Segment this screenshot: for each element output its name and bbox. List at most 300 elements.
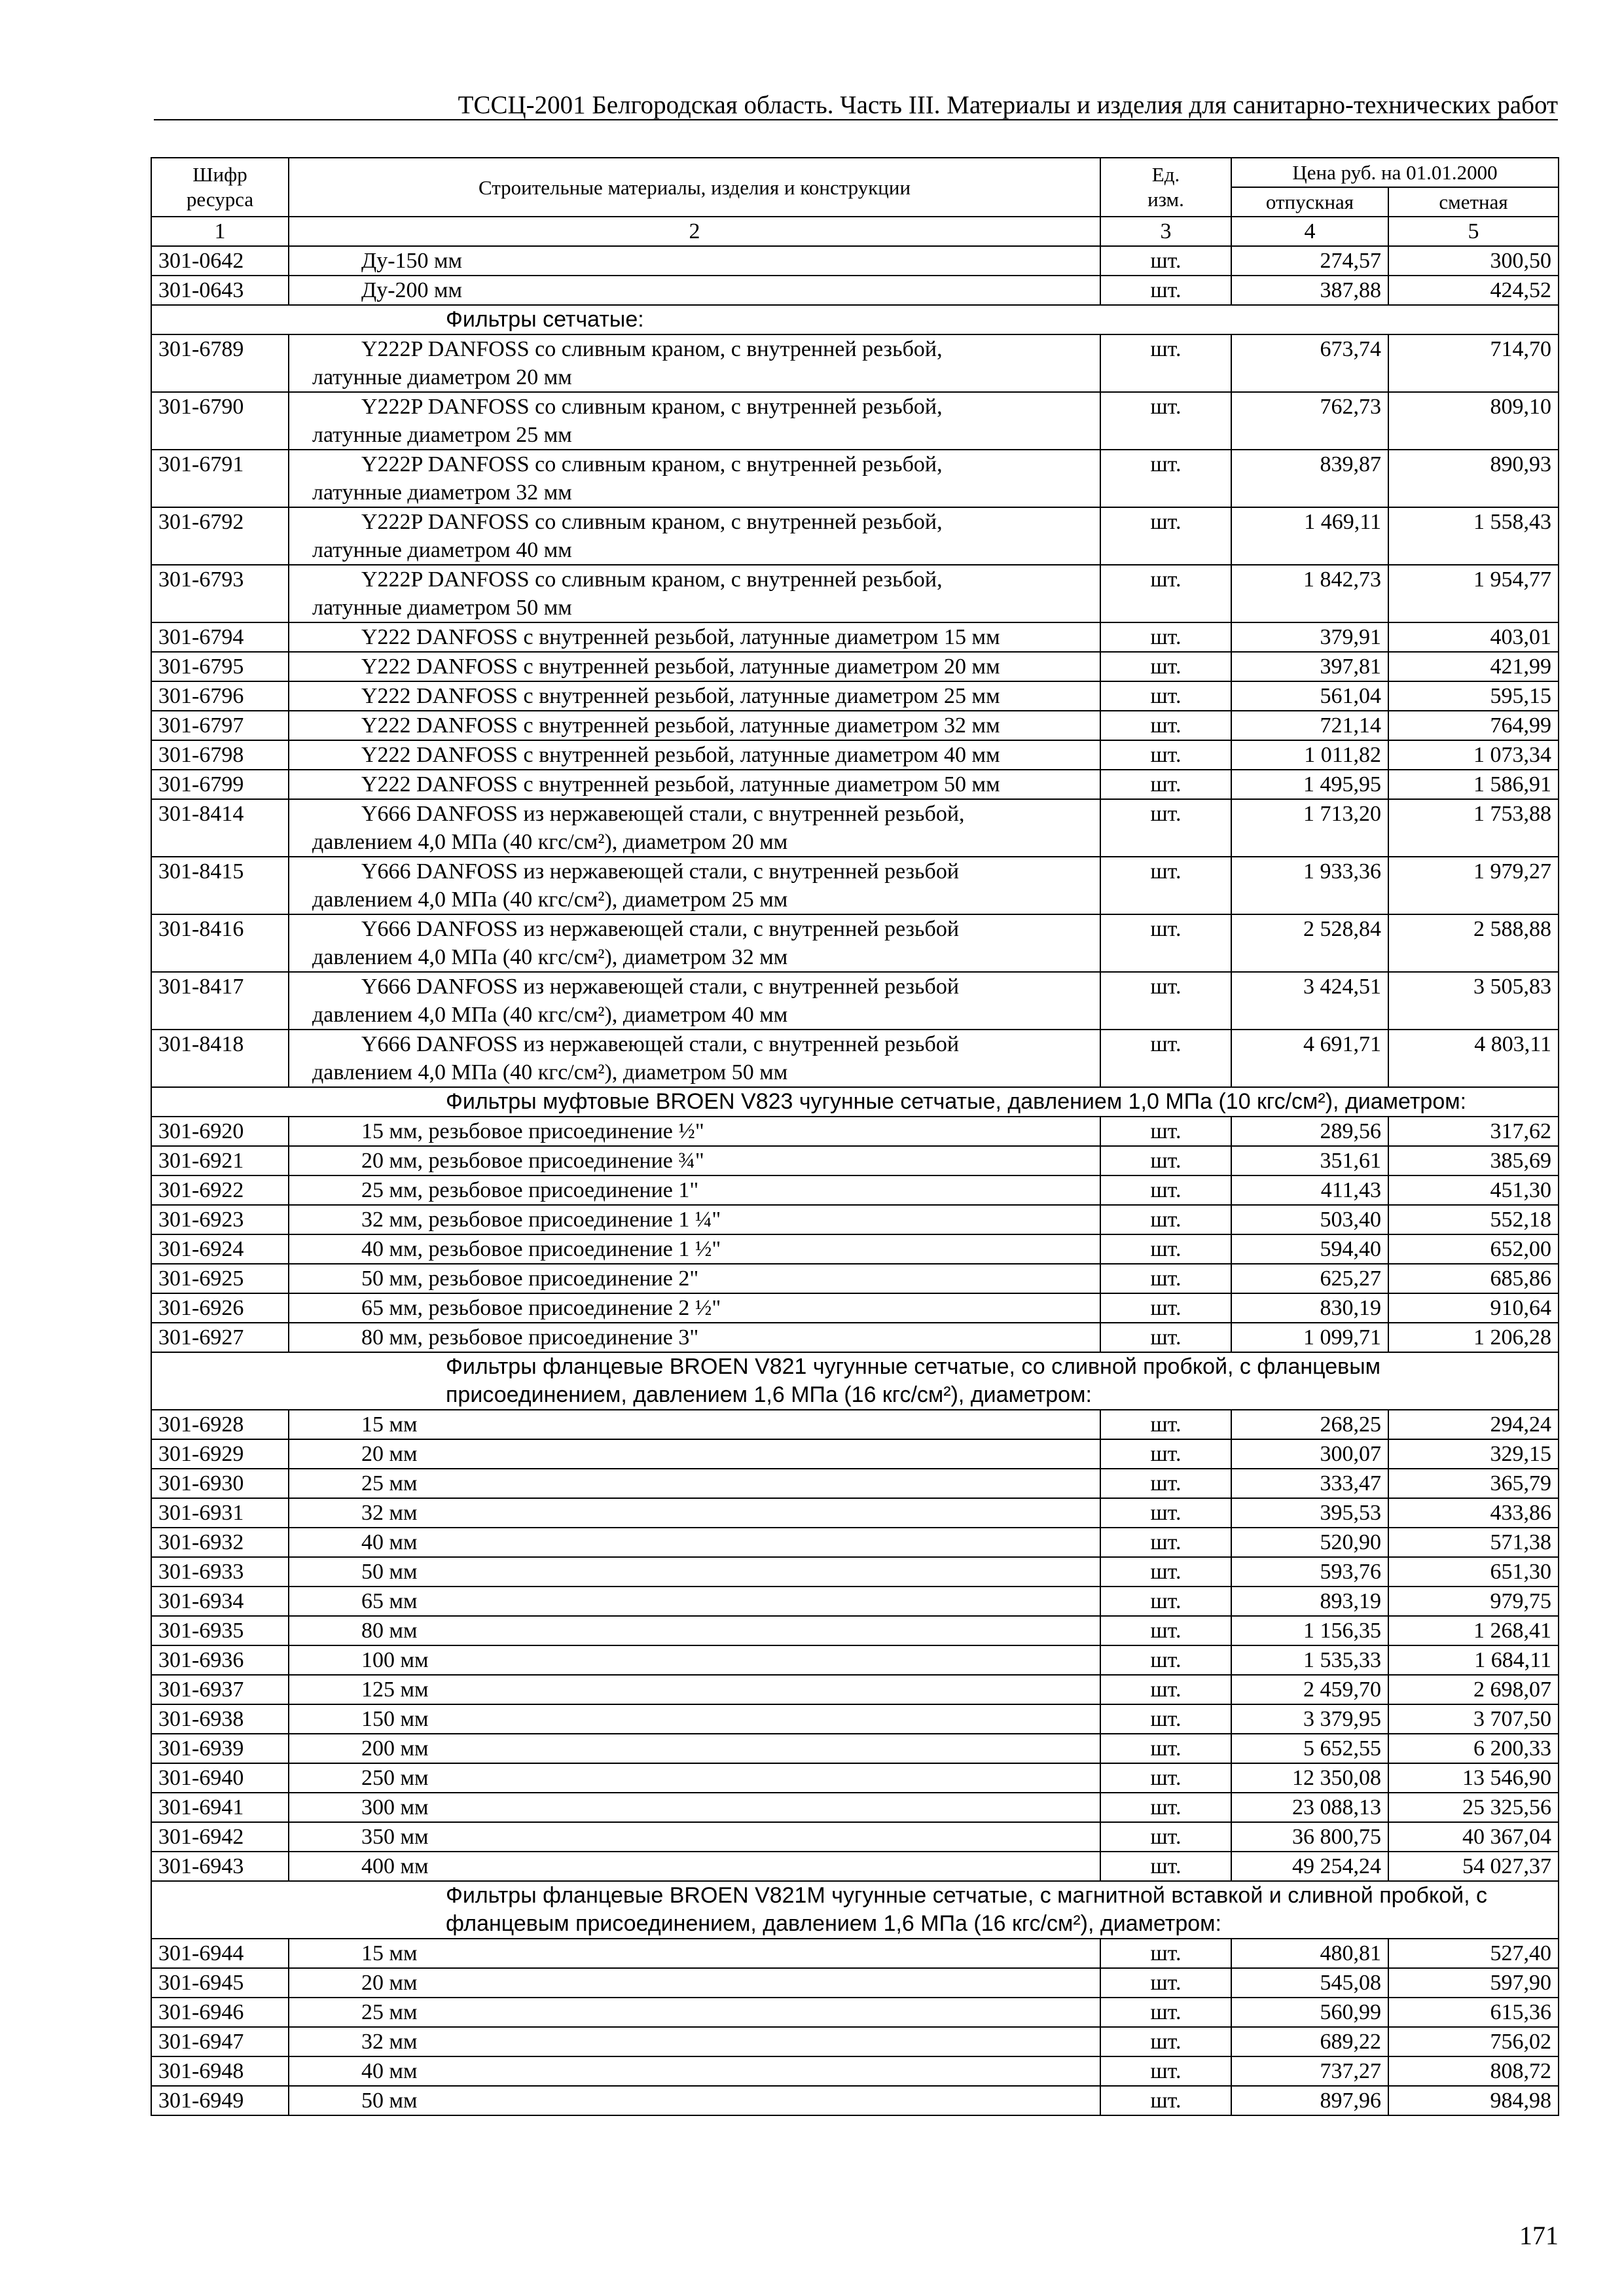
resource-code: 301-6939 [151, 1734, 289, 1763]
resource-code: 301-8416 [151, 914, 289, 972]
item-description-text: 250 мм [361, 1766, 429, 1790]
table-row [151, 1793, 1559, 1822]
estimate-price: 651,30 [1388, 1557, 1559, 1587]
release-price: 561,04 [1231, 681, 1388, 711]
unit-of-measure: шт. [1100, 1998, 1231, 2027]
unit-of-measure: шт. [1100, 1645, 1231, 1675]
section-title-line: фланцевым присоединением, давлением 1,6 МПа (16 кгс/см²), диаметром: [446, 1911, 1221, 1936]
item-description-text: 200 мм [361, 1736, 429, 1761]
item-description [289, 1587, 1100, 1616]
unit-of-measure: шт. [1100, 450, 1231, 507]
item-description [289, 1498, 1100, 1528]
release-price: 411,43 [1231, 1175, 1388, 1205]
item-description [289, 1030, 1100, 1087]
unit-of-measure: шт. [1100, 1675, 1231, 1704]
header-price: Цена руб. на 01.01.2000 [1231, 158, 1559, 187]
table-row [151, 1117, 1559, 1146]
resource-code: 301-6789 [151, 334, 289, 392]
unit-of-measure: шт. [1100, 799, 1231, 857]
price-table [151, 157, 1559, 2116]
colnum-5: 5 [1388, 217, 1559, 246]
header-unit-text: Ед. изм. [1147, 163, 1184, 211]
item-description [289, 1264, 1100, 1293]
release-price: 351,61 [1231, 1146, 1388, 1175]
item-description [289, 392, 1100, 450]
item-description-line: латунные диаметром 40 мм [312, 538, 572, 562]
table-row [151, 1234, 1559, 1264]
item-description-text: Y222 DANFOSS с внутренней резьбой, латунные диаметром 25 мм [361, 684, 1000, 708]
resource-code: 301-6948 [151, 2056, 289, 2086]
release-price: 1 156,35 [1231, 1616, 1388, 1645]
resource-code: 301-6932 [151, 1528, 289, 1557]
table-row [151, 1939, 1559, 1968]
unit-of-measure: шт. [1100, 914, 1231, 972]
item-description [289, 1557, 1100, 1587]
resource-code: 301-6931 [151, 1498, 289, 1528]
unit-of-measure: шт. [1100, 392, 1231, 450]
table-row [151, 711, 1559, 740]
unit-of-measure: шт. [1100, 1323, 1231, 1352]
table-row [151, 1264, 1559, 1293]
item-description-text: 15 мм [361, 1412, 418, 1437]
section-title-line: Фильтры фланцевые BROEN V821 чугунные сетчатые, со сливной пробкой, с фланцевым [446, 1354, 1380, 1379]
item-description [289, 246, 1100, 276]
estimate-price: 403,01 [1388, 622, 1559, 652]
release-price: 333,47 [1231, 1469, 1388, 1498]
table-row [151, 1968, 1559, 1998]
table-row [151, 1469, 1559, 1498]
resource-code: 301-6921 [151, 1146, 289, 1175]
estimate-price: 1 558,43 [1388, 507, 1559, 565]
resource-code: 301-6949 [151, 2086, 289, 2115]
estimate-price: 595,15 [1388, 681, 1559, 711]
header-unit [1100, 158, 1231, 217]
estimate-price: 329,15 [1388, 1439, 1559, 1469]
table-row [151, 622, 1559, 652]
item-description [289, 1793, 1100, 1822]
release-price: 1 011,82 [1231, 740, 1388, 770]
resource-code: 301-6947 [151, 2027, 289, 2056]
estimate-price: 615,36 [1388, 1998, 1559, 2027]
estimate-price: 1 979,27 [1388, 857, 1559, 914]
item-description-text: Y222 DANFOSS с внутренней резьбой, латунные диаметром 20 мм [361, 655, 1000, 679]
table-row [151, 1587, 1559, 1616]
item-description [289, 1939, 1100, 1968]
table-row [151, 1498, 1559, 1528]
table-row [151, 740, 1559, 770]
item-description-text: 25 мм [361, 1471, 418, 1496]
resource-code: 301-6924 [151, 1234, 289, 1264]
resource-code: 301-6922 [151, 1175, 289, 1205]
table-row [151, 2086, 1559, 2115]
release-price: 300,07 [1231, 1439, 1388, 1469]
item-description-line: Y222P DANFOSS со сливным краном, с внутренней резьбой, [361, 567, 943, 592]
table-row [151, 1616, 1559, 1645]
unit-of-measure: шт. [1100, 1704, 1231, 1734]
unit-of-measure: шт. [1100, 1175, 1231, 1205]
item-description-text: Y222 DANFOSS с внутренней резьбой, латунные диаметром 50 мм [361, 772, 1000, 797]
item-description [289, 1175, 1100, 1205]
resource-code: 301-6794 [151, 622, 289, 652]
resource-code: 301-6941 [151, 1793, 289, 1822]
release-price: 1 469,11 [1231, 507, 1388, 565]
resource-code: 301-6945 [151, 1968, 289, 1998]
table-row [151, 2056, 1559, 2086]
resource-code: 301-6929 [151, 1439, 289, 1469]
resource-code: 301-6795 [151, 652, 289, 681]
unit-of-measure: шт. [1100, 681, 1231, 711]
table-row [151, 1734, 1559, 1763]
page-number: 171 [1519, 2221, 1559, 2250]
estimate-price: 714,70 [1388, 334, 1559, 392]
resource-code: 301-6793 [151, 565, 289, 622]
item-description-line: Y666 DANFOSS из нержавеющей стали, с внутренней резьбой [361, 975, 960, 999]
unit-of-measure: шт. [1100, 1528, 1231, 1557]
table-row [151, 1293, 1559, 1323]
estimate-price: 2 588,88 [1388, 914, 1559, 972]
release-price: 387,88 [1231, 276, 1388, 305]
release-price: 689,22 [1231, 2027, 1388, 2056]
table-row [151, 770, 1559, 799]
item-description [289, 681, 1100, 711]
section-code-cell [151, 1087, 289, 1117]
resource-code: 301-6938 [151, 1704, 289, 1734]
release-price: 1 535,33 [1231, 1645, 1388, 1675]
unit-of-measure: шт. [1100, 1117, 1231, 1146]
release-price: 1 933,36 [1231, 857, 1388, 914]
resource-code: 301-6935 [151, 1616, 289, 1645]
item-description [289, 1146, 1100, 1175]
unit-of-measure: шт. [1100, 770, 1231, 799]
item-description [289, 1410, 1100, 1439]
table-row [151, 1175, 1559, 1205]
item-description [289, 1234, 1100, 1264]
section-heading-row [151, 1352, 1559, 1410]
item-description [289, 2056, 1100, 2086]
item-description-line: Y666 DANFOSS из нержавеющей стали, с внутренней резьбой, [361, 802, 965, 826]
unit-of-measure: шт. [1100, 740, 1231, 770]
item-description [289, 2086, 1100, 2115]
unit-of-measure: шт. [1100, 276, 1231, 305]
item-description-line: латунные диаметром 32 мм [312, 480, 572, 505]
section-title-line: присоединением, давлением 1,6 МПа (16 кгс/см²), диаметром: [446, 1382, 1092, 1407]
item-description-line: давлением 4,0 МПа (40 кгс/см²), диаметром 50 мм [312, 1060, 788, 1085]
item-description-text: 350 мм [361, 1825, 429, 1849]
unit-of-measure: шт. [1100, 622, 1231, 652]
estimate-price: 421,99 [1388, 652, 1559, 681]
resource-code: 301-6930 [151, 1469, 289, 1498]
item-description-line: латунные диаметром 20 мм [312, 365, 572, 389]
item-description-line: Y666 DANFOSS из нержавеющей стали, с внутренней резьбой [361, 917, 960, 941]
table-row [151, 1323, 1559, 1352]
resource-code: 301-6943 [151, 1852, 289, 1881]
release-price: 49 254,24 [1231, 1852, 1388, 1881]
estimate-price: 652,00 [1388, 1234, 1559, 1264]
estimate-price: 1 206,28 [1388, 1323, 1559, 1352]
release-price: 397,81 [1231, 652, 1388, 681]
release-price: 594,40 [1231, 1234, 1388, 1264]
release-price: 737,27 [1231, 2056, 1388, 2086]
unit-of-measure: шт. [1100, 2086, 1231, 2115]
table-row [151, 681, 1559, 711]
unit-of-measure: шт. [1100, 507, 1231, 565]
table-row [151, 652, 1559, 681]
estimate-price: 1 954,77 [1388, 565, 1559, 622]
table-row [151, 857, 1559, 914]
column-number-row [151, 217, 1559, 246]
unit-of-measure: шт. [1100, 1587, 1231, 1616]
item-description-line: Y666 DANFOSS из нержавеющей стали, с внутренней резьбой [361, 1032, 960, 1056]
unit-of-measure: шт. [1100, 1439, 1231, 1469]
item-description [289, 2027, 1100, 2056]
header-code [151, 158, 289, 217]
resource-code: 301-6934 [151, 1587, 289, 1616]
estimate-price: 1 684,11 [1388, 1645, 1559, 1675]
item-description-text: 25 мм, резьбовое присоединение 1" [361, 1178, 699, 1202]
item-description [289, 1734, 1100, 1763]
table-row [151, 246, 1559, 276]
header-rule [154, 119, 1558, 120]
item-description [289, 450, 1100, 507]
item-description-line: Y222P DANFOSS со сливным краном, с внутренней резьбой, [361, 395, 943, 419]
release-price: 1 713,20 [1231, 799, 1388, 857]
item-description-text: 100 мм [361, 1648, 429, 1672]
item-description-text: 15 мм [361, 1941, 418, 1965]
resource-code: 301-6791 [151, 450, 289, 507]
resource-code: 301-0643 [151, 276, 289, 305]
item-description [289, 1968, 1100, 1998]
table-row [151, 1528, 1559, 1557]
unit-of-measure: шт. [1100, 1264, 1231, 1293]
estimate-price: 13 546,90 [1388, 1763, 1559, 1793]
item-description-text: 65 мм, резьбовое присоединение 2 ½" [361, 1296, 721, 1320]
estimate-price: 317,62 [1388, 1117, 1559, 1146]
resource-code: 301-6790 [151, 392, 289, 450]
item-description [289, 565, 1100, 622]
unit-of-measure: шт. [1100, 1793, 1231, 1822]
resource-code: 301-6936 [151, 1645, 289, 1675]
item-description-text: 80 мм, резьбовое присоединение 3" [361, 1325, 699, 1350]
resource-code: 301-8418 [151, 1030, 289, 1087]
item-description [289, 652, 1100, 681]
item-description [289, 276, 1100, 305]
release-price: 593,76 [1231, 1557, 1388, 1587]
resource-code: 301-8414 [151, 799, 289, 857]
estimate-price: 1 753,88 [1388, 799, 1559, 857]
item-description-text: 32 мм [361, 2030, 418, 2054]
unit-of-measure: шт. [1100, 857, 1231, 914]
estimate-price: 685,86 [1388, 1264, 1559, 1293]
table-header-row [151, 158, 1559, 187]
resource-code: 301-6946 [151, 1998, 289, 2027]
item-description [289, 334, 1100, 392]
table-row [151, 1439, 1559, 1469]
item-description [289, 1998, 1100, 2027]
release-price: 1 099,71 [1231, 1323, 1388, 1352]
release-price: 762,73 [1231, 392, 1388, 450]
item-description-line: Y666 DANFOSS из нержавеющей стали, с внутренней резьбой [361, 859, 960, 884]
item-description [289, 622, 1100, 652]
unit-of-measure: шт. [1100, 711, 1231, 740]
section-code-cell [151, 305, 289, 334]
estimate-price: 424,52 [1388, 276, 1559, 305]
estimate-price: 3 707,50 [1388, 1704, 1559, 1734]
table-row [151, 1763, 1559, 1793]
item-description-text: 125 мм [361, 1677, 429, 1702]
release-price: 839,87 [1231, 450, 1388, 507]
estimate-price: 809,10 [1388, 392, 1559, 450]
table-row [151, 1146, 1559, 1175]
estimate-price: 890,93 [1388, 450, 1559, 507]
release-price: 289,56 [1231, 1117, 1388, 1146]
item-description [289, 914, 1100, 972]
unit-of-measure: шт. [1100, 1410, 1231, 1439]
resource-code: 301-8415 [151, 857, 289, 914]
item-description [289, 1439, 1100, 1469]
release-price: 4 691,71 [1231, 1030, 1388, 1087]
header-release-price: отпускная [1231, 187, 1388, 217]
estimate-price: 1 073,34 [1388, 740, 1559, 770]
resource-code: 301-6920 [151, 1117, 289, 1146]
unit-of-measure: шт. [1100, 652, 1231, 681]
table-row [151, 1998, 1559, 2027]
section-title [289, 1352, 1559, 1410]
item-description-line: давлением 4,0 МПа (40 кгс/см²), диаметром 20 мм [312, 830, 788, 854]
estimate-price: 527,40 [1388, 1939, 1559, 1968]
release-price: 893,19 [1231, 1587, 1388, 1616]
unit-of-measure: шт. [1100, 1763, 1231, 1793]
item-description-text: 32 мм [361, 1501, 418, 1525]
release-price: 520,90 [1231, 1528, 1388, 1557]
estimate-price: 597,90 [1388, 1968, 1559, 1998]
resource-code: 301-6797 [151, 711, 289, 740]
release-price: 36 800,75 [1231, 1822, 1388, 1852]
table-row [151, 507, 1559, 565]
item-description-line: Y222P DANFOSS со сливным краном, с внутренней резьбой, [361, 337, 943, 361]
release-price: 721,14 [1231, 711, 1388, 740]
item-description-text: 20 мм [361, 1442, 418, 1466]
item-description-line: давлением 4,0 МПа (40 кгс/см²), диаметром 40 мм [312, 1003, 788, 1027]
section-title: Фильтры муфтовые BROEN V823 чугунные сетчатые, давлением 1,0 МПа (10 кгс/см²), диаметром: [289, 1087, 1559, 1117]
table-row [151, 392, 1559, 450]
release-price: 379,91 [1231, 622, 1388, 652]
table-row [151, 1205, 1559, 1234]
item-description-text: 15 мм, резьбовое присоединение ½" [361, 1119, 704, 1143]
colnum-3: 3 [1100, 217, 1231, 246]
item-description-text: 32 мм, резьбовое присоединение 1 ¼" [361, 1208, 721, 1232]
item-description-text: 25 мм [361, 2000, 418, 2024]
item-description [289, 1675, 1100, 1704]
item-description [289, 1822, 1100, 1852]
estimate-price: 25 325,56 [1388, 1793, 1559, 1822]
release-price: 5 652,55 [1231, 1734, 1388, 1763]
release-price: 503,40 [1231, 1205, 1388, 1234]
resource-code: 301-6937 [151, 1675, 289, 1704]
release-price: 1 842,73 [1231, 565, 1388, 622]
item-description [289, 711, 1100, 740]
unit-of-measure: шт. [1100, 1852, 1231, 1881]
item-description-text: 65 мм [361, 1589, 418, 1613]
section-code-cell [151, 1881, 289, 1939]
unit-of-measure: шт. [1100, 1205, 1231, 1234]
item-description [289, 1645, 1100, 1675]
item-description [289, 799, 1100, 857]
table-row [151, 276, 1559, 305]
resource-code: 301-6792 [151, 507, 289, 565]
estimate-price: 294,24 [1388, 1410, 1559, 1439]
release-price: 3 379,95 [1231, 1704, 1388, 1734]
unit-of-measure: шт. [1100, 1939, 1231, 1968]
table-row [151, 450, 1559, 507]
estimate-price: 451,30 [1388, 1175, 1559, 1205]
table-row [151, 1852, 1559, 1881]
item-description [289, 1852, 1100, 1881]
release-price: 12 350,08 [1231, 1763, 1388, 1793]
resource-code: 301-6933 [151, 1557, 289, 1587]
table-row [151, 334, 1559, 392]
estimate-price: 3 505,83 [1388, 972, 1559, 1030]
release-price: 2 528,84 [1231, 914, 1388, 972]
item-description [289, 1293, 1100, 1323]
item-description [289, 857, 1100, 914]
item-description-text: 150 мм [361, 1707, 429, 1731]
unit-of-measure: шт. [1100, 1030, 1231, 1087]
release-price: 395,53 [1231, 1498, 1388, 1528]
release-price: 545,08 [1231, 1968, 1388, 1998]
release-price: 1 495,95 [1231, 770, 1388, 799]
resource-code: 301-6942 [151, 1822, 289, 1852]
unit-of-measure: шт. [1100, 1469, 1231, 1498]
table-row [151, 1410, 1559, 1439]
table-row [151, 565, 1559, 622]
unit-of-measure: шт. [1100, 1557, 1231, 1587]
table-row [151, 1822, 1559, 1852]
item-description-text: 80 мм [361, 1619, 418, 1643]
item-description-text: 40 мм [361, 1530, 418, 1554]
estimate-price: 433,86 [1388, 1498, 1559, 1528]
estimate-price: 1 586,91 [1388, 770, 1559, 799]
section-title [289, 1881, 1559, 1939]
section-title-line: Фильтры фланцевые BROEN V821M чугунные сетчатые, с магнитной вставкой и сливной пробкой, с [446, 1883, 1487, 1908]
table-row [151, 1030, 1559, 1087]
resource-code: 301-6798 [151, 740, 289, 770]
item-description [289, 1323, 1100, 1352]
section-heading-row [151, 1881, 1559, 1939]
estimate-price: 54 027,37 [1388, 1852, 1559, 1881]
release-price: 560,99 [1231, 1998, 1388, 2027]
release-price: 673,74 [1231, 334, 1388, 392]
unit-of-measure: шт. [1100, 565, 1231, 622]
estimate-price: 984,98 [1388, 2086, 1559, 2115]
colnum-1: 1 [151, 217, 289, 246]
table-row [151, 799, 1559, 857]
price-table-body [151, 158, 1559, 2115]
item-description [289, 770, 1100, 799]
estimate-price: 910,64 [1388, 1293, 1559, 1323]
unit-of-measure: шт. [1100, 1293, 1231, 1323]
item-description-text: 20 мм [361, 1971, 418, 1995]
unit-of-measure: шт. [1100, 1498, 1231, 1528]
resource-code: 301-6927 [151, 1323, 289, 1352]
release-price: 830,19 [1231, 1293, 1388, 1323]
unit-of-measure: шт. [1100, 2027, 1231, 2056]
resource-code: 301-8417 [151, 972, 289, 1030]
release-price: 23 088,13 [1231, 1793, 1388, 1822]
item-description-text: 300 мм [361, 1795, 429, 1820]
unit-of-measure: шт. [1100, 2056, 1231, 2086]
resource-code: 301-0642 [151, 246, 289, 276]
unit-of-measure: шт. [1100, 1146, 1231, 1175]
